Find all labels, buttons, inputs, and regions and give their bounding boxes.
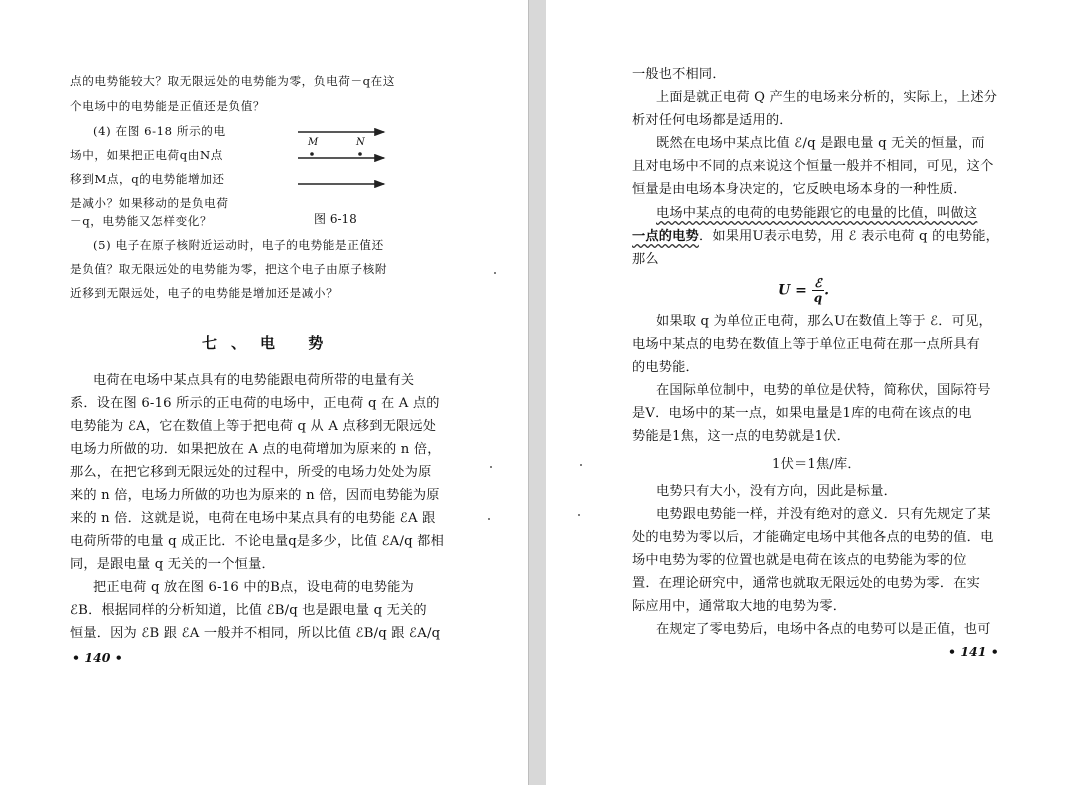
body-line: 在规定了零电势后，电场中各点的电势可以是正值，也可 (656, 622, 991, 637)
scan-speck (490, 466, 492, 468)
left-page (0, 0, 528, 785)
body-line: 恒量．因为 ℰB 跟 ℰA 一般并不相同，所以比值 ℰB/q 跟 ℰA/q (70, 626, 441, 641)
body-line: 一般也不相同． (632, 67, 726, 82)
text-line: 是负值？取无限远处的电势能为零，把这个电子由原子核附 (70, 262, 388, 276)
term-potential: 一点的电势 (632, 229, 699, 244)
scan-speck (580, 464, 582, 466)
body-line: 那么，在把它移到无限远处的过程中，所受的电场力处处为原 (70, 465, 432, 480)
text-line: (5) 电子在原子核附近运动时，电子的电势能是正值还 (93, 238, 384, 252)
body-line: 电荷在电场中某点具有的电势能跟电荷所带的电量有关 (93, 373, 415, 388)
body-line: 来的 n 倍，电场力所做的功也为原来的 n 倍，因而电势能为原 (70, 488, 440, 503)
body-line: 的电势能． (632, 360, 699, 375)
body-line: 同，是跟电量 q 无关的一个恒量． (70, 557, 275, 572)
body-line: 处的电势为零以后，才能确定电场中其他各点的电势的值．电 (632, 530, 994, 545)
body-line: 系．设在图 6-16 所示的正电荷的电场中，正电荷 q 在 A 点的 (70, 396, 440, 411)
body-line: 电势跟电势能一样，并没有绝对的意义．只有先规定了某 (656, 507, 991, 522)
body-line: 那么 (632, 252, 659, 267)
body-line: 电场中某点的电势在数值上等于单位正电荷在那一点所具有 (632, 337, 981, 352)
body-line: 析对任何电场都是适用的． (632, 113, 793, 128)
body-line: 势能是1焦，这一点的电势就是1伏． (632, 429, 850, 444)
body-line: 电场力所做的功．如果把放在 A 点的电荷增加为原来的 n 倍， (70, 442, 441, 457)
formula-end: . (824, 282, 829, 299)
definition-text: 电场中某点的电荷的电势能跟它的电量的比值，叫做这 (656, 206, 978, 221)
body-line: 如果取 q 为单位正电荷，那么U在数值上等于 ℰ．可见， (656, 314, 992, 329)
text-line: 近移到无限远处，电子的电势能是增加还是减小？ (70, 286, 339, 300)
scan-speck (494, 272, 496, 274)
definition-line (632, 228, 999, 246)
body-line: 是V．电场中的某一点，如果电量是1库的电荷在该点的电 (632, 406, 972, 421)
body-line: 际应用中，通常取大地的电势为零． (632, 599, 847, 614)
section-heading: 七、电 势 (202, 334, 338, 352)
text-line: 场中，如果把正电荷q由N点 (70, 148, 223, 162)
point-n (358, 152, 362, 156)
body-line: 置．在理论研究中，通常也就取无限远处的电势为零．在实 (632, 576, 981, 591)
text-line: 是减小？如果移动的是负电荷 (70, 196, 229, 210)
text-line: 点的电势能较大？取无限远处的电势能为零，负电荷－q在这 (70, 74, 396, 88)
right-page (546, 0, 1080, 785)
label-n: N (356, 137, 365, 148)
text-line: －q，电势能又怎样变化？ (70, 214, 213, 228)
label-m: M (308, 137, 319, 148)
point-m (310, 152, 314, 156)
potential-formula (778, 276, 829, 305)
formula-lhs: U = (778, 282, 807, 299)
body-line: 把正电荷 q 放在图 6-16 中的B点，设电荷的电势能为 (93, 580, 414, 595)
text-line: 个电场中的电势能是正值还是负值？ (70, 99, 266, 113)
body-line: 恒量是由电场本身决定的，它反映电场本身的一种性质． (632, 182, 967, 197)
figure-caption: 图 6-18 (314, 212, 357, 226)
text-line: (4) 在图 6-18 所示的电 (93, 124, 226, 138)
scan-speck (488, 518, 490, 520)
figure-6-18 (296, 122, 388, 197)
page-number: • 141 • (948, 644, 999, 659)
body-line: 场中电势为零的位置也就是电荷在该点的电势能为零的位 (632, 553, 967, 568)
unit-formula: 1伏＝1焦/库． (772, 457, 861, 472)
body-line: ℰB．根据同样的分析知道，比值 ℰB/q 也是跟电量 q 无关的 (70, 603, 427, 618)
body-line: 电势能为 ℰA，它在数值上等于把电荷 q 从 A 点移到无限远处 (70, 419, 437, 434)
body-line: 电荷所带的电量 q 成正比．不论电量q是多少，比值 ℰA/q 都相 (70, 534, 444, 549)
formula-denominator: q (813, 291, 823, 305)
scan-speck (578, 514, 580, 516)
book-gutter (528, 0, 548, 785)
body-line: 且对电场中不同的点来说这个恒量一般并不相同，可见，这个 (632, 159, 994, 174)
definition-line (656, 205, 977, 223)
formula-fraction (812, 276, 824, 305)
body-line: 上面是就正电荷 Q 产生的电场来分析的，实际上，上述分 (656, 90, 998, 105)
definition-rest: ．如果用U表示电势，用 ℰ 表示电荷 q 的电势能， (698, 229, 1000, 244)
body-line: 来的 n 倍．这就是说，电荷在电场中某点具有的电势能 ℰA 跟 (70, 511, 436, 526)
body-line: 在国际单位制中，电势的单位是伏特，简称伏，国际符号 (656, 383, 991, 398)
text-line: 移到M点，q的电势能增加还 (70, 172, 225, 186)
page-number: • 140 • (72, 650, 123, 665)
body-line: 电势只有大小，没有方向，因此是标量． (656, 484, 897, 499)
body-line: 既然在电场中某点比值 ℰ/q 是跟电量 q 无关的恒量，而 (656, 136, 985, 151)
formula-numerator: ℰ (812, 276, 824, 291)
